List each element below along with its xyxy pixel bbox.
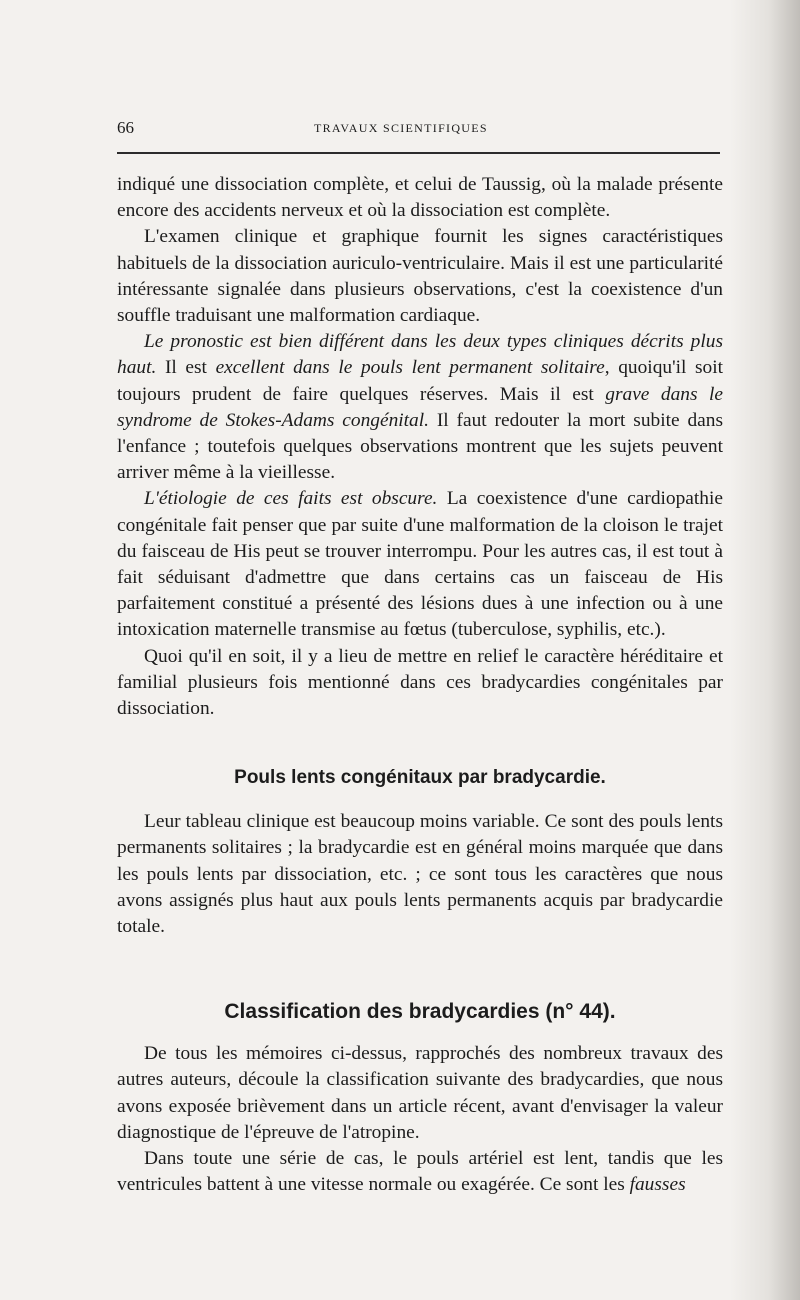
pronostic-text-1: Il est bbox=[156, 357, 216, 379]
paragraph-1: indiqué une dissociation complète, et celui de Taussig, où la malade présente encore des accidents nerveux et où la dissociation est complète. bbox=[117, 174, 723, 222]
etiologie-text: La coexistence d'une cardiopathie congénitale fait penser que par suite d'une malformation de la cloison le trajet du faisceau de His peut se trouver interrompu. Pour les autres cas, il est tout à fait séduisant d'admettre que dans certains cas un faisceau de His parfaitement constitué a présenté des lésions dues à une infection ou à une intoxication maternelle transmise au fœtus (tuberculose, syphilis, etc.). bbox=[117, 488, 723, 641]
pronostic-lead: Le pronostic est bien différent dans les deux types cliniques décrits plus haut. bbox=[117, 331, 723, 379]
pronostic-emphasis-1: excellent dans le pouls lent permanent solitaire bbox=[215, 357, 605, 379]
paragraph-2: L'examen clinique et graphique fournit les signes caractéristiques habituels de la dissociation auriculo-ventriculaire. Mais il est une particularité intéressante signalée dans plusieurs observations, c'est la coexistence d'un souffle traduisant une malformation cardiaque. bbox=[117, 226, 723, 327]
section-heading-classification: Classification des bradycardies (n° 44). bbox=[224, 1000, 616, 1024]
paragraph-5: Quoi qu'il en soit, il y a lieu de mettre en relief le caractère héréditaire et familial plusieurs fois mentionné dans ces bradycardies congénitales par dissociation. bbox=[117, 645, 723, 720]
fausses-text: Dans toute une série de cas, le pouls artériel est lent, tandis que les ventricules battent à une vitesse normale ou exagérée. Ce sont les bbox=[117, 1148, 723, 1196]
body-text bbox=[117, 172, 723, 1199]
pronostic-text-3: Il faut redouter la mort subite dans l'enfance ; toutefois quelques observations montrent que les sujets peuvent arriver même à la vieillesse. bbox=[117, 409, 723, 484]
section-heading-pouls-lents: Pouls lents congénitaux par bradycardie. bbox=[234, 767, 606, 789]
paragraph-7: De tous les mémoires ci-dessus, rapprochés des nombreux travaux des autres auteurs, découle la classification suivante des bradycardies, que nous avons exposée brièvement dans un article récent, avant d'envisager la valeur diagnostique de l'épreuve de l'atropine. bbox=[117, 1043, 723, 1143]
paragraph-6: Leur tableau clinique est beaucoup moins variable. Ce sont des pouls lents permanents solitaires ; la bradycardie est en général moins marquée que dans les pouls lents par dissociation, etc. ; ce sont tous les caractères que nous avons assignés plus haut aux pouls lents permanents acquis par bradycardie totale. bbox=[117, 811, 723, 938]
header-rule bbox=[117, 152, 720, 154]
page-edge-shadow bbox=[730, 0, 800, 1300]
running-head: TRAVAUX SCIENTIFIQUES bbox=[314, 121, 488, 135]
pronostic-text-2: , quoiqu'il soit toujours prudent de faire quelques réserves. Mais il est bbox=[117, 357, 723, 405]
pronostic-emphasis-2: grave dans le syndrome de Stokes-Adams congénital. bbox=[117, 383, 723, 431]
paragraph-8 bbox=[117, 1146, 723, 1198]
page-number: 66 bbox=[117, 118, 134, 137]
paragraph-3 bbox=[117, 329, 723, 486]
paragraph-4 bbox=[117, 486, 723, 643]
etiologie-lead: L'étiologie de ces faits est obscure. bbox=[144, 488, 438, 510]
fausses-emphasis: fausses bbox=[629, 1174, 686, 1196]
page-header bbox=[117, 118, 720, 140]
